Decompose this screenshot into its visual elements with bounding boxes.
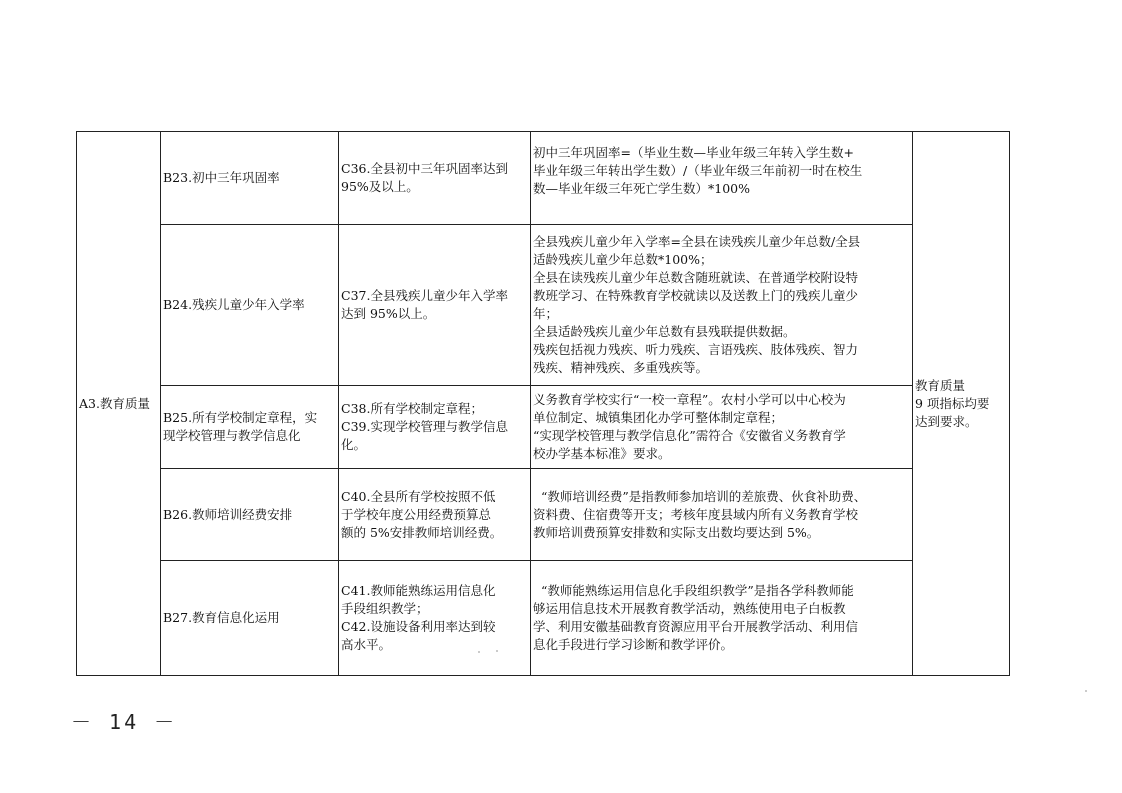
note-line: 残疾、精神残疾、多重残疾等。 — [533, 360, 709, 375]
note-line: 息化手段进行学习诊断和教学评价。 — [533, 637, 734, 652]
item-cell — [161, 386, 339, 469]
item-label: B23.初中三年巩固率 — [163, 170, 280, 185]
category-cell — [77, 132, 161, 676]
item-cell — [161, 132, 339, 225]
criteria-line: 95%及以上。 — [341, 179, 419, 194]
table-row — [77, 386, 1010, 469]
note-cell — [531, 225, 913, 386]
result-cell — [913, 132, 1010, 676]
table-row — [77, 225, 1010, 386]
scan-speck — [478, 651, 480, 653]
criteria-line: 手段组织教学； — [341, 601, 429, 616]
note-cell — [531, 469, 913, 561]
note-line: 校办学基本标准》要求。 — [533, 446, 671, 461]
note-line: 残疾包括视力残疾、听力残疾、言语残疾、肢体残疾、智力 — [533, 342, 859, 357]
item-cell — [161, 469, 339, 561]
result-line: 教育质量 — [915, 377, 966, 393]
criteria-cell — [339, 386, 531, 469]
criteria-cell — [339, 561, 531, 676]
criteria-line: C42.设施设备利用率达到较 — [341, 619, 496, 634]
item-cell — [161, 225, 339, 386]
note-line: 适龄残疾儿童少年总数*100%； — [533, 252, 713, 267]
result-line: 9 项指标均要 — [915, 395, 990, 411]
scan-speck — [1085, 690, 1087, 692]
criteria-line: 化。 — [341, 437, 367, 452]
criteria-line: 于学校年度公用经费预算总 — [341, 506, 492, 522]
note-line: “实现学校管理与教学信息化”需符合《安徽省义务教育学 — [533, 428, 846, 443]
criteria-cell — [339, 469, 531, 561]
criteria-cell — [339, 225, 531, 386]
criteria-line: 达到 95%以上。 — [341, 306, 436, 321]
note-line: 学、利用安徽基础教育资源应用平台开展教学活动、利用信 — [533, 619, 859, 634]
evaluation-table — [76, 131, 1010, 676]
table-row — [77, 469, 1010, 561]
note-line: 全县适龄残疾儿童少年总数有县残联提供数据。 — [533, 324, 796, 339]
page-number: － 14 － — [71, 710, 178, 734]
item-label: 现学校管理与教学信息化 — [163, 428, 301, 443]
category-label: A3.教育质量 — [79, 395, 150, 411]
criteria-line: C36.全县初中三年巩固率达到 — [341, 161, 508, 176]
note-cell — [531, 386, 913, 469]
table-row — [77, 561, 1010, 676]
criteria-cell — [339, 132, 531, 225]
table-row — [77, 132, 1010, 225]
criteria-line: C41.教师能熟练运用信息化 — [341, 583, 496, 598]
note-line: 毕业年级三年转出学生数）/（毕业年级三年前初一时在校生 — [533, 163, 863, 178]
criteria-line: 额的 5%安排教师培训经费。 — [341, 524, 503, 540]
note-line: 年； — [533, 306, 559, 321]
note-cell — [531, 132, 913, 225]
note-line: “教师培训经费”是指教师参加培训的差旅费、伙食补助费、 — [541, 488, 867, 504]
note-line: 初中三年巩固率=（毕业生数—毕业年级三年转入学生数+ — [533, 145, 854, 160]
note-cell — [531, 561, 913, 676]
scan-speck — [496, 650, 498, 652]
note-line: 教班学习、在特殊教育学校就读以及送教上门的残疾儿童少 — [533, 288, 859, 303]
criteria-line: C39.实现学校管理与教学信息 — [341, 419, 508, 434]
note-line: 数—毕业年级三年死亡学生数）*100% — [533, 181, 750, 196]
item-label: B25.所有学校制定章程，实 — [163, 410, 318, 425]
criteria-line: C37.全县残疾儿童少年入学率 — [341, 288, 508, 303]
note-line: 全县残疾儿童少年入学率=全县在读残疾儿童少年总数/全县 — [533, 234, 861, 249]
item-label: B27.教育信息化运用 — [163, 610, 280, 625]
item-cell — [161, 561, 339, 676]
result-line: 达到要求。 — [915, 413, 978, 429]
note-line: 够运用信息技术开展教育教学活动，熟练使用电子白板教 — [533, 601, 846, 616]
note-line: 资料费、住宿费等开支；考核年度县域内所有义务教育学校 — [533, 506, 859, 522]
criteria-line: C40.全县所有学校按照不低 — [341, 488, 496, 504]
note-line: 教师培训费预算安排数和实际支出数均要达到 5%。 — [533, 524, 820, 540]
criteria-line: 高水平。 — [341, 637, 392, 652]
item-label: B26.教师培训经费安排 — [163, 506, 293, 522]
criteria-line: C38.所有学校制定章程； — [341, 401, 483, 416]
note-line: “教师能熟练运用信息化手段组织教学”是指各学科教师能 — [541, 583, 854, 598]
note-line: 单位制定、城镇集团化办学可整体制定章程； — [533, 410, 784, 425]
note-line: 义务教育学校实行“一校一章程”。农村小学可以中心校为 — [533, 392, 846, 407]
item-label: B24.残疾儿童少年入学率 — [163, 297, 305, 312]
note-line: 全县在读残疾儿童少年总数含随班就读、在普通学校附设特 — [533, 270, 859, 285]
